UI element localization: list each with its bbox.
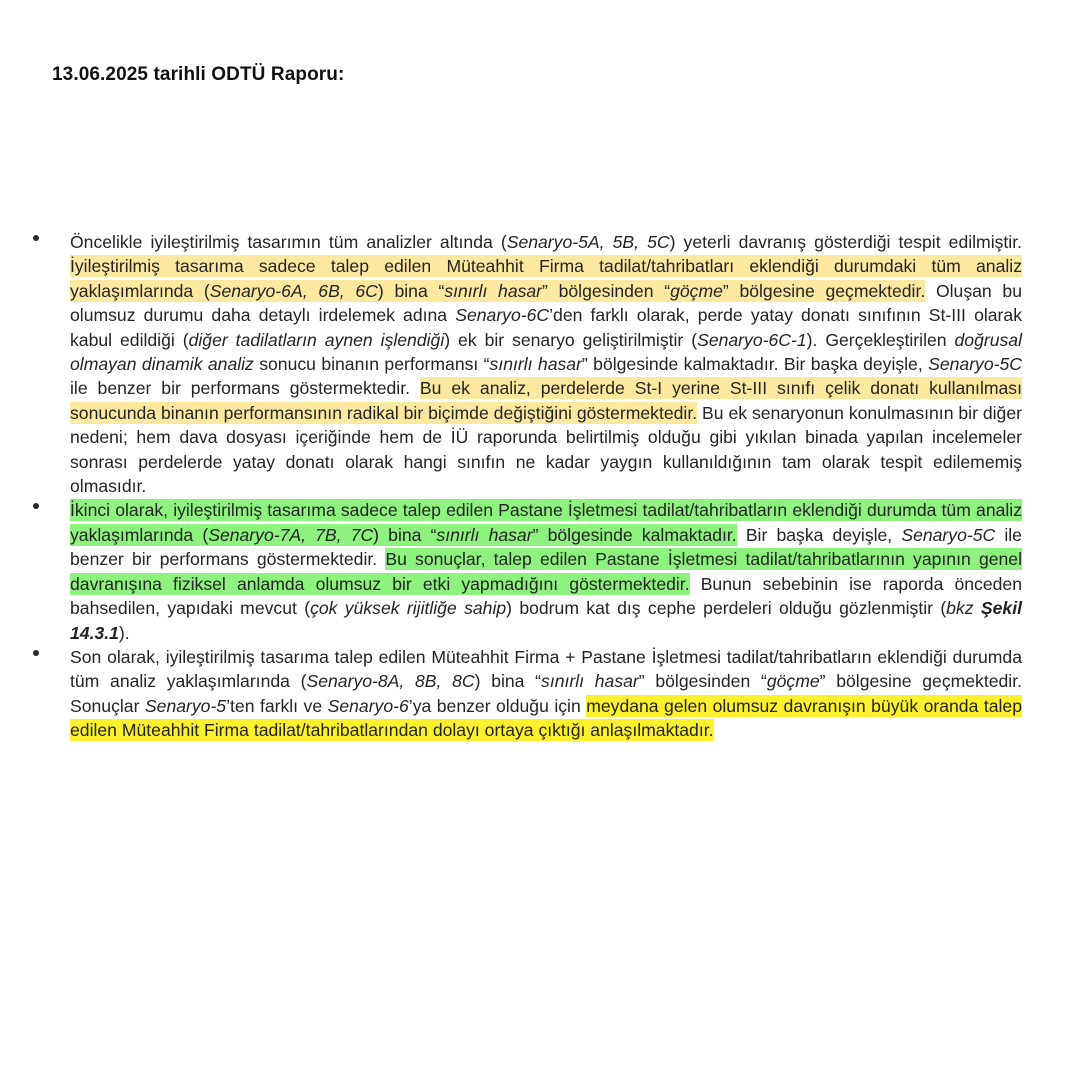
- text-segment: Senaryo-5C: [928, 354, 1022, 375]
- report-paragraph: [70, 645, 1022, 743]
- text-segment: çok yüksek rijitliğe sahip: [310, 598, 507, 619]
- text-segment: Senaryo-6: [327, 695, 409, 716]
- highlighted-text-segment: ” bölgesine geçmektedir.: [722, 280, 926, 301]
- text-segment: sınırlı hasar: [489, 354, 582, 375]
- text-segment: Senaryo-5C: [901, 524, 996, 545]
- text-segment: bkz: [946, 598, 981, 619]
- text-segment: Senaryo-6C-1: [697, 329, 807, 350]
- text-segment: Senaryo-5: [144, 695, 227, 716]
- text-segment: ” bölgesinden “: [638, 671, 767, 692]
- highlighted-text-segment: Bu ek analiz, perdelerde St-I yerine St-III sınıfı çelik donatı kullanılması sonucunda binanın performansının radikal bir biçimde değiştiğini göstermektedir.: [70, 378, 1022, 423]
- text-segment: ).: [118, 622, 130, 643]
- highlighted-text-segment: Senaryo-6A, 6B, 6C: [209, 280, 378, 301]
- highlighted-text-segment: ” bölgesinden “: [542, 280, 671, 301]
- text-segment: ). Gerçekleştirilen: [806, 329, 955, 350]
- text-segment: Bu ek senaryonun konulmasının bir diğer nedeni; hem dava dosyası içeriğinde hem de İÜ raporunda belirtilmiş olduğu gibi yıkılan binada yapılan incelemeler sonrası perdelerde yatay donatı olarak hangi sınıfın ne kadar yaygın kullanıldığının tam olarak tespit edilememiş olmasıdır.: [70, 402, 1022, 497]
- text-segment: diğer tadilatların aynen işlendiği: [188, 329, 445, 350]
- report-bullet-item: [30, 498, 1022, 644]
- highlighted-text-segment: İyileştirilmiş tasarıma sadece talep edilen Müteahhit Firma tadilat/tahribatları eklendiği durumdaki tüm analiz yaklaşımlarında (: [70, 256, 1022, 301]
- text-segment: ” bölgesine geçmektedir. Sonuçlar: [70, 671, 1022, 716]
- text-segment: ile benzer bir performans göstermektedir.: [70, 524, 1022, 570]
- highlighted-text-segment: ” bölgesinde kalmaktadır.: [532, 524, 737, 545]
- text-segment: Senaryo-5A, 5B, 5C: [506, 232, 670, 252]
- highlighted-text-segment: Bu sonuçlar, talep edilen Pastane İşletmesi tadilat/tahribatlarının yapının genel davranışına fiziksel anlamda olumsuz bir etki yapmadığını göstermektedir.: [70, 549, 1022, 594]
- text-segment: göçme: [766, 671, 820, 692]
- text-segment: sınırlı hasar: [541, 671, 639, 692]
- highlighted-text-segment: Senaryo-7A, 7B, 7C: [208, 524, 374, 545]
- highlighted-text-segment: meydana gelen olumsuz davranışın büyük oranda talep edilen Müteahhit Firma tadilat/tahribatlarından dolayı ortaya çıktığı anlaşılmaktadır.: [70, 695, 1022, 741]
- report-paragraph: [70, 230, 1022, 498]
- text-segment: Son olarak, iyileştirilmiş tasarıma talep edilen Müteahhit Firma + Pastane İşletmesi tadilat/tahribatların eklendiği durumda tüm analiz yaklaşımlarında (: [70, 646, 1022, 692]
- text-segment: ’ya benzer olduğu için: [408, 695, 587, 716]
- text-segment: Öncelikle iyileştirilmiş tasarımın tüm analizler altında (: [70, 232, 507, 252]
- report-bullet-item: [30, 230, 1022, 498]
- text-segment: ” bölgesinde kalmaktadır. Bir başka deyişle,: [581, 354, 929, 375]
- text-segment: Senaryo-6C: [455, 305, 550, 326]
- bullet-dot-icon: [33, 503, 39, 509]
- report-excerpt: [30, 230, 1022, 743]
- report-paragraph: [70, 498, 1022, 644]
- text-segment: ) bina “: [474, 671, 542, 692]
- text-segment: Şekil 14.3.1: [70, 598, 1022, 643]
- report-bullet-item: [30, 645, 1022, 743]
- highlighted-text-segment: ) bina “: [373, 524, 437, 545]
- bullet-dot-icon: [33, 235, 39, 241]
- highlighted-text-segment: sınırlı hasar: [444, 280, 543, 301]
- text-segment: Senaryo-8A, 8B, 8C: [306, 671, 475, 692]
- text-segment: ’ten farklı ve: [226, 695, 328, 716]
- text-segment: ) bodrum kat dış cephe perdeleri olduğu gözlenmiştir (: [506, 598, 947, 619]
- text-segment: ) ek bir senaryo geliştirilmiştir (: [444, 329, 698, 350]
- highlighted-text-segment: İkinci olarak, iyileştirilmiş tasarıma sadece talep edilen Pastane İşletmesi tadilat/tahribatların eklendiği durumda tüm analiz yaklaşımlarında (: [70, 500, 1022, 545]
- text-segment: Bir başka deyişle,: [736, 524, 902, 545]
- text-segment: Oluşan bu olumsuz durumu daha detaylı irdelemek adına: [70, 280, 1022, 326]
- text-segment: Bunun sebebinin ise raporda önceden bahsedilen, yapıdaki mevcut (: [70, 573, 1022, 619]
- highlighted-text-segment: ) bina “: [377, 280, 445, 301]
- page-title: 13.06.2025 tarihli ODTÜ Raporu:: [52, 64, 345, 85]
- highlighted-text-segment: göçme: [670, 280, 723, 301]
- text-segment: ’den farklı olarak, perde yatay donatı sınıfının St-III olarak kabul edildiği (: [70, 305, 1022, 350]
- text-segment: ) yeterli davranış gösterdiği tespit edilmiştir.: [669, 232, 1022, 252]
- text-segment: ile benzer bir performans göstermektedir.: [70, 378, 420, 399]
- text-segment: sonucu binanın performansı “: [253, 354, 490, 375]
- highlighted-text-segment: sınırlı hasar: [436, 524, 533, 545]
- bullet-dot-icon: [33, 650, 39, 656]
- text-segment: doğrusal olmayan dinamik analiz: [70, 329, 1023, 375]
